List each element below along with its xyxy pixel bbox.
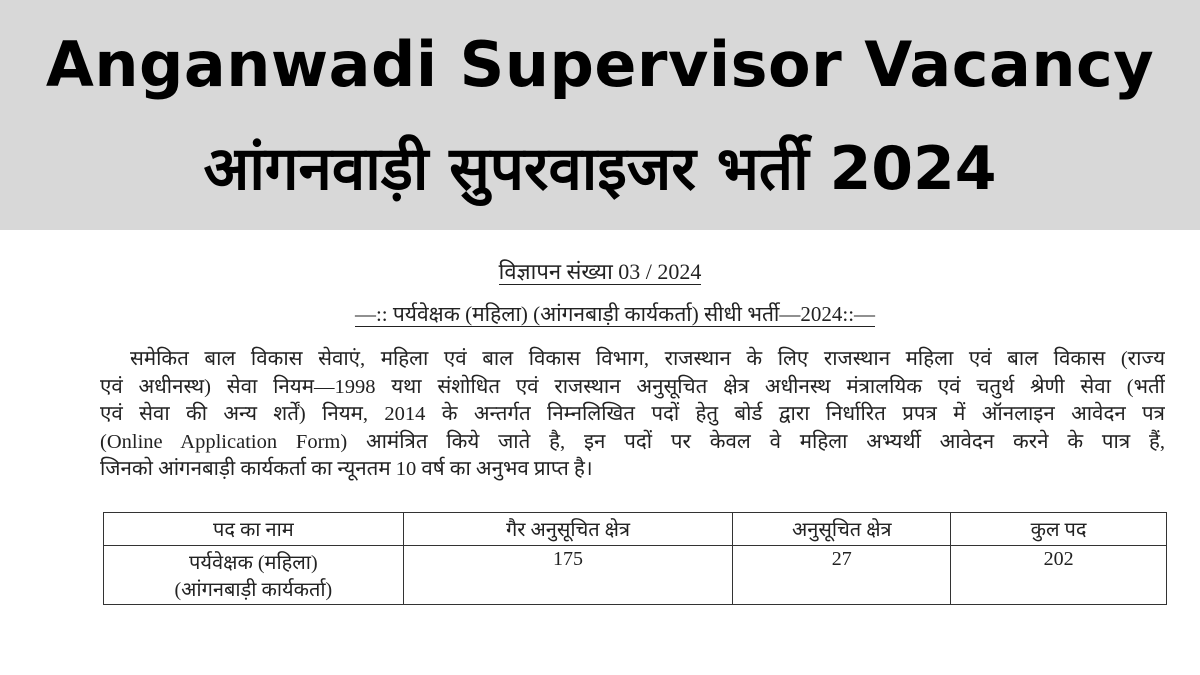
cell-non-scheduled: 175 <box>403 546 733 605</box>
title-banner <box>0 0 1200 230</box>
title-hindi: आंगनवाड़ी सुपरवाइजर भर्ती 2024 <box>203 134 997 204</box>
notice-paragraph <box>100 344 1165 482</box>
paragraph-line: जिनको आंगनबाड़ी कार्यकर्ता का न्यूनतम 10 वर्ष का अनुभव प्राप्त है। <box>100 458 593 480</box>
header-total: कुल पद <box>951 513 1167 546</box>
post-name-line2: (आंगनबाड़ी कार्यकर्ता) <box>174 579 333 601</box>
cell-post-name <box>104 546 404 605</box>
title-english: Anganwadi Supervisor Vacancy <box>45 28 1155 101</box>
post-name-line1: पर्यवेक्षक (महिला) <box>189 552 318 574</box>
paragraph-line: एवं अधीनस्थ) सेवा नियम—1998 यथा संशोधित एवं राजस्थान अनुसूचित क्षेत्र अधीनस्थ मंत्रालयिक एवं चतुर्थ श्रेणी सेवा (भर्ती <box>100 375 1165 398</box>
header-scheduled: अनुसूचित क्षेत्र <box>733 513 951 546</box>
notice-subject-text: —:: पर्यवेक्षक (महिला) (आंगनबाड़ी कार्यकर्ता) सीधी भर्ती—2024::— <box>354 302 876 326</box>
advertisement-number-text: विज्ञापन संख्या 03 / 2024 <box>498 259 702 284</box>
header-post-name: पद का नाम <box>104 513 404 546</box>
paragraph-line: समेकित बाल विकास सेवाएं, महिला एवं बाल विकास विभाग, राजस्थान के लिए राजस्थान महिला एवं बाल विकास (राज्य <box>130 348 1165 370</box>
notice-subject <box>0 300 1200 328</box>
paragraph-line: (Online Application Form) आमंत्रित किये जाते है, इन पदों पर केवल वे महिला अभ्यर्थी आवेदन करने के पात्र हैं, <box>100 430 1165 453</box>
cell-total: 202 <box>951 546 1167 605</box>
notice-document <box>0 232 1200 612</box>
vacancy-table <box>103 512 1167 605</box>
advertisement-number <box>0 256 1200 286</box>
paragraph-line: एवं सेवा की अन्य शर्तें) नियम, 2014 के अन्तर्गत निम्नलिखित पदों हेतु बोर्ड द्वारा निर्धारित प्रपत्र में ऑनलाइन आवेदन पत्र <box>100 403 1165 425</box>
cell-scheduled: 27 <box>733 546 951 605</box>
table-row <box>104 546 1167 605</box>
header-non-scheduled: गैर अनुसूचित क्षेत्र <box>403 513 733 546</box>
table-header-row <box>104 513 1167 546</box>
